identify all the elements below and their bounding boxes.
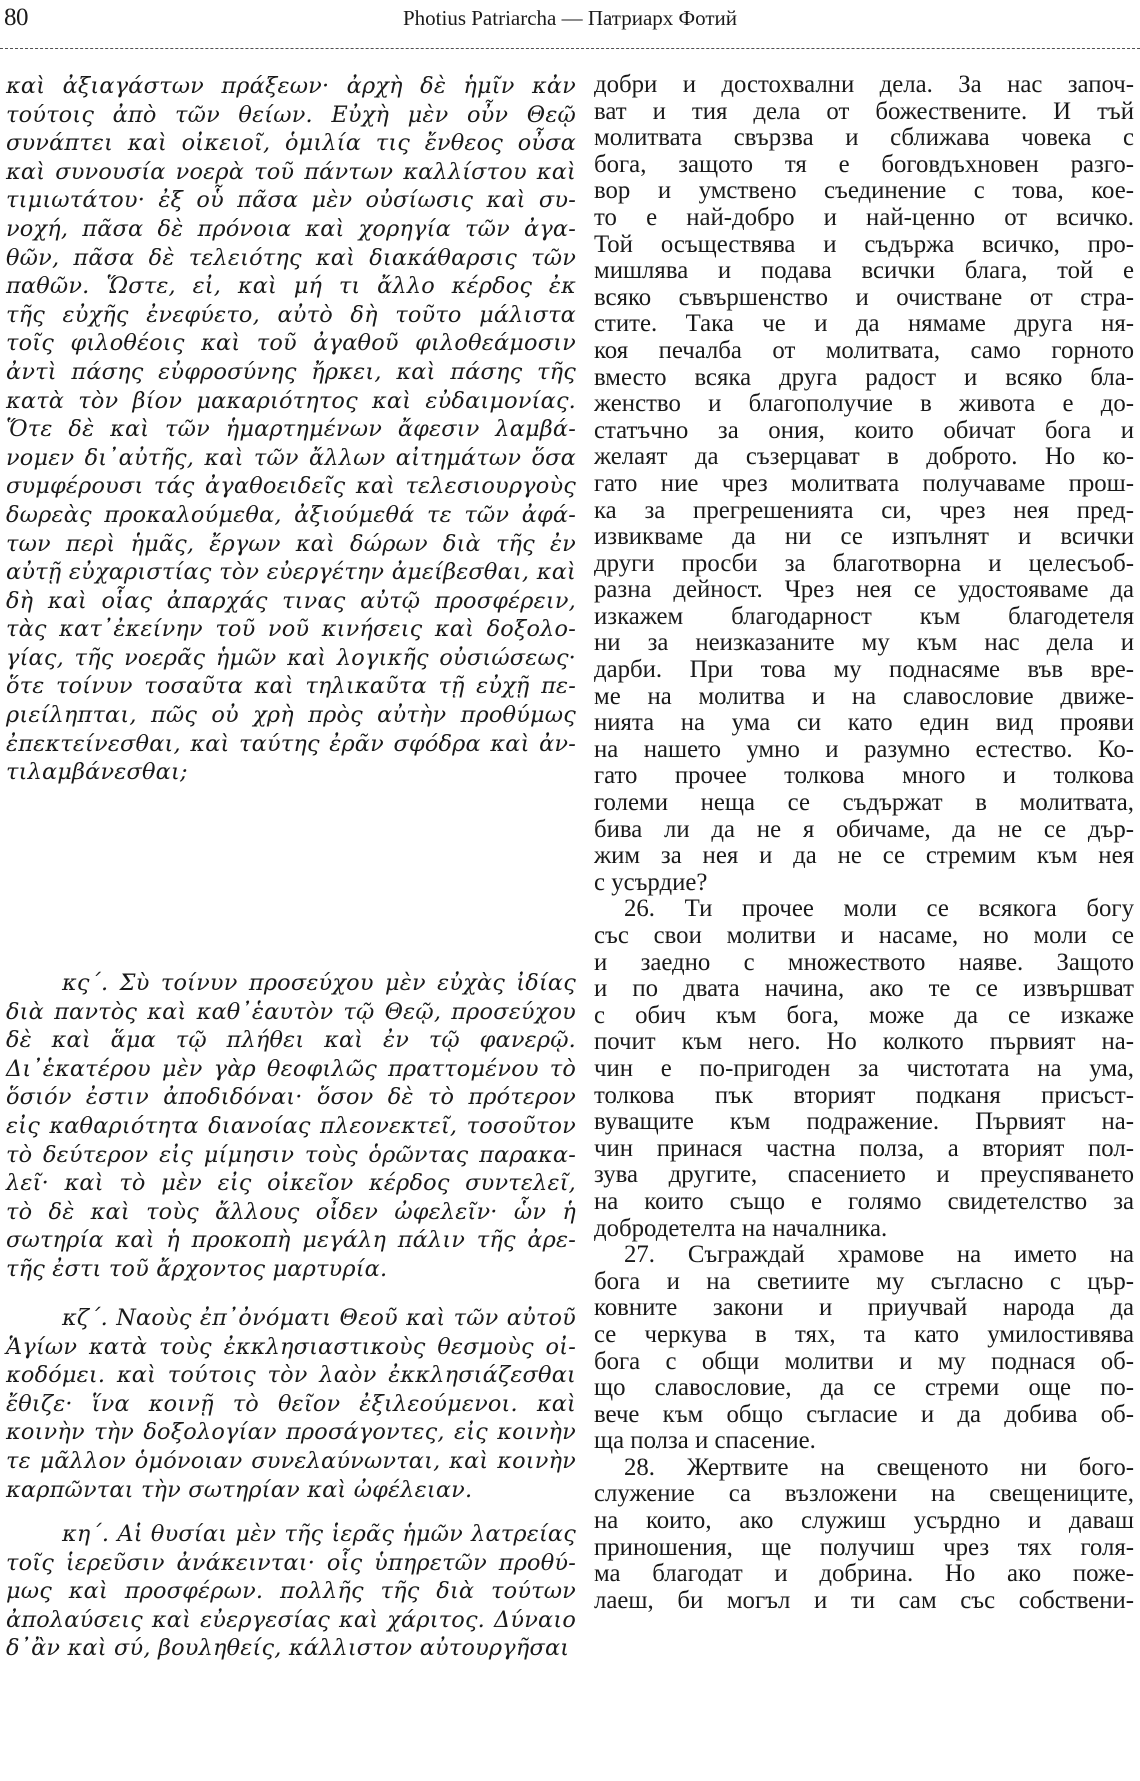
bulgarian-text-line: женство и благополучие в живота е до- <box>594 390 1134 418</box>
bulgarian-text-line: с усърдие? <box>594 868 708 896</box>
greek-text-line: καὶ συνουσία νοερὰ τοῦ πάντων καλλίστου καὶ <box>6 158 576 185</box>
greek-text-line: τιμιωτάτου· ἐξ οὗ πᾶσα μὲν οὐσίωσις καὶ συ- <box>6 187 576 214</box>
bulgarian-text-line: ма благодат и добрина. Но ако поже- <box>594 1560 1134 1588</box>
greek-text-line: ἀπολαύσεις καὶ εὐεργεσίας καὶ χάριτος. Δύναιο <box>6 1606 576 1633</box>
bulgarian-text-line: чин е по-пригоден за чистотата на ума, <box>594 1054 1134 1082</box>
bulgarian-text-line: мишлява и подава всички блага, той е <box>594 257 1134 285</box>
greek-text-line: των περὶ ἡμᾶς, ἔργων καὶ δώρων διὰ τῆς ἐν <box>6 530 576 557</box>
bulgarian-text-line: толкова пък вторият подканя присъст- <box>594 1081 1134 1109</box>
bulgarian-text-line: лаеш, би могъл и ти сам със собствени- <box>594 1586 1134 1614</box>
bulgarian-text-line: стите. Така че и да нямаме друга ня- <box>594 310 1134 338</box>
bulgarian-text-line: разна дейност. Чрез нея се удостояваме да <box>594 576 1134 604</box>
bulgarian-text-line: бога и на светиите му съгласно с цър- <box>594 1267 1134 1295</box>
greek-text-line: ὅτε τοίνυν τοσαῦτα καὶ τηλικαῦτα τῇ εὐχῇ πε- <box>6 673 576 700</box>
bulgarian-text-line: жим за нея и да не се стремим към нея <box>594 842 1134 870</box>
greek-text-line: καρπῶνται τὴν σωτηρίαν καὶ ὠφέλειαν. <box>6 1476 473 1503</box>
greek-text-line: κοδόμει. καὶ τούτοις τὸν λαὸν ἐκκλησιάζεσθαι <box>6 1362 576 1389</box>
greek-text-line: σωτηρία καὶ ἡ προκοπὴ μεγάλη πάλιν τῆς ἀρε- <box>6 1227 576 1254</box>
greek-text-line: Ἁγίων κατὰ τοὺς ἐκκλησιαστικοὺς θεσμοὺς οἰ- <box>6 1333 576 1360</box>
greek-text-line: κς΄. Σὺ τοίνυν προσεύχου μὲν εὐχὰς ἰδίας <box>62 970 576 996</box>
greek-text-line: συμφέρουσι τάς ἀγαθοειδεῖς καὶ τελεσιουργοὺς <box>6 473 576 500</box>
greek-text-line: τὸ δεύτερον εἰς μίμησιν τοὺς ὁρῶντας παρακα- <box>6 1141 576 1168</box>
bulgarian-text-line: то е най-добро и най-ценно от всичко. <box>594 203 1134 231</box>
bulgarian-text-line: и по двата начина, ако те се извършват <box>594 975 1134 1003</box>
bulgarian-text-line: ковните закони и приучвай народа да <box>594 1294 1134 1322</box>
greek-text-line: εἰς καθαριότητα διανοίας πλεονεκτεῖ, τοσοῦτον <box>6 1112 576 1139</box>
bulgarian-text-line: 28. Жертвите на свещеното ни бого- <box>624 1453 1134 1481</box>
bulgarian-text-line: почит към него. Но колкото първият на- <box>594 1028 1134 1056</box>
bulgarian-text-line: на които, ако служиш усърдно и даваш <box>594 1507 1134 1535</box>
bulgarian-text-line: нията на ума си като един вид прояви <box>594 709 1134 737</box>
bulgarian-text-line: всяко съвършенство и очистване от стра- <box>594 283 1134 311</box>
greek-paragraph-24-end <box>6 72 576 787</box>
greek-text-line: νομεν δι᾿αὐτῆς, καὶ τῶν ἄλλων αἰτημάτων ὅσα <box>6 444 576 471</box>
greek-text-line: τῆς εὐχῆς ἐνεφύετο, αὐτὸ δὴ τοῦτο μάλιστα <box>6 301 576 328</box>
greek-paragraph-26 <box>6 969 576 1284</box>
bulgarian-text-line: статъчно за ония, които обичат бога и <box>594 416 1134 444</box>
greek-text-line: τούτοις ἀπὸ τῶν θείων. Εὐχὴ μὲν οὖν Θεῷ <box>6 101 576 128</box>
greek-text-line: αὐτῇ εὐχαριστίας τὸν εὐεργέτην ἀμείβεσθαι, καὶ <box>6 559 576 586</box>
page-number: 80 <box>4 4 28 31</box>
greek-text-line: Δι᾿ἑκατέρου μὲν γὰρ θεοφιλῶς πραττομένου τὸ <box>6 1055 576 1082</box>
header-rule <box>0 48 1140 49</box>
bulgarian-text-line: коя печалба от молитвата, само горното <box>594 336 1134 364</box>
greek-text-line: δ᾿ἂν καὶ σύ, βουληθείς, κάλλιστον αὐτουργῆσαι <box>6 1635 570 1662</box>
bulgarian-text-line: със свои молитви и насаме, но моли се <box>594 922 1134 949</box>
greek-text-line: τοῖς φιλοθέοις καὶ τοῦ ἀγαθοῦ φιλοθεάμοσιν <box>6 330 576 357</box>
bulgarian-text-line: големи неща се съдържат в молитвата, <box>594 789 1134 817</box>
bulgarian-text-line: дарби. При това му поднасяме във вре- <box>594 656 1134 684</box>
greek-paragraph-27 <box>6 1304 576 1504</box>
bulgarian-text-line: на които също е голямо свидетелство за <box>594 1187 1134 1215</box>
bulgarian-text-line: се черкува в тях, та като умилостивява <box>594 1320 1134 1348</box>
bulgarian-text-line: ни за неизказаните му към нас дела и <box>594 629 1134 657</box>
greek-text-line: τοῖς ἱερεῦσιν ἀνάκεινται· οἷς ὑπηρετῶν προθύ- <box>6 1549 576 1576</box>
bulgarian-text-line: желаят да съзерцават в доброто. Но ко- <box>594 443 1134 471</box>
bulgarian-text-line: вместо всяка друга радост и всяко бла- <box>594 363 1134 391</box>
greek-text-line: διὰ παντὸς καὶ καθ᾿ἑαυτὸν τῷ Θεῷ, προσεύχου <box>6 998 576 1025</box>
bulgarian-text-line: зува другите, спасението и преуспяването <box>594 1161 1134 1189</box>
greek-text-line: θῶν, πᾶσα δὲ τελειότης καὶ διακάθαρσις τῶν <box>6 244 576 271</box>
greek-text-line: καὶ ἀξιαγάστων πράξεων· ἀρχὴ δὲ ἡμῖν κἀν <box>6 73 576 99</box>
bulgarian-text-line: Той осъществява и съдържа всичко, про- <box>594 230 1134 258</box>
greek-text-line: τὰς κατ᾿ἐκείνην τοῦ νοῦ κινήσεις καὶ δοξολο- <box>6 616 576 643</box>
bulgarian-text-line: молитвата свързва и сближава човека с <box>594 124 1134 152</box>
greek-paragraph-28 <box>6 1520 576 1663</box>
greek-text-line: γίας, τῆς νοερᾶς ἡμῶν καὶ λογικῆς οὐσιώσεως· <box>6 644 576 671</box>
bulgarian-text-line: гато ние чрез молитвата получаваме прош- <box>594 469 1134 497</box>
bulgarian-column <box>594 72 1134 1614</box>
bulgarian-text-line: с обич към бога, може да се изкаже <box>594 1001 1134 1029</box>
bulgarian-text-line: на нашето умно и разумно естество. Ко- <box>594 735 1134 763</box>
greek-text-line: τῆς ἐστι τοῦ ἄρχοντος μαρτυρία. <box>6 1255 388 1282</box>
greek-text-line: κζ΄. Ναοὺς ἐπ᾿ὀνόματι Θεοῦ καὶ τῶν αὐτοῦ <box>62 1305 576 1331</box>
greek-text-line: δὲ καὶ ἅμα τῷ πλήθει καὶ ἐν τῷ φανερῷ. <box>6 1027 576 1054</box>
running-title: Photius Patriarcha — Патриарх Фотий <box>402 6 738 30</box>
bulgarian-text-line: 27. Съграждай храмове на името на <box>624 1241 1134 1269</box>
greek-text-line: ἀντὶ πάσης εὐφροσύνης ἤρκει, καὶ πάσης τῆς <box>6 358 576 385</box>
greek-text-line: λεῖ· καὶ τὸ μὲν εἰς οἰκεῖον κέρδος συντελεῖ, <box>6 1170 576 1197</box>
bulgarian-text-line: що славословие, да се стреми още по- <box>594 1374 1134 1402</box>
bulgarian-text-line: ща полза и спасение. <box>594 1427 816 1455</box>
greek-text-line: ἐπεκτείνεσθαι, καὶ ταύτης ἐρᾶν σφόδρα καὶ ἀν- <box>6 730 576 757</box>
bulgarian-text-line: вече към общо съгласие и да добива об- <box>594 1400 1134 1428</box>
greek-text-line: μως καὶ προσφέρων. πολλῆς τῆς διὰ τούτων <box>6 1578 576 1605</box>
greek-text-line: τιλαμβάνεσθαι; <box>6 759 188 786</box>
bulgarian-text-line: добри и достохвални дела. За нас започ- <box>594 71 1134 98</box>
greek-text-line: δὴ καὶ οἷας ἀπαρχάς τινας αὐτῷ προσφέρειν, <box>6 587 576 614</box>
greek-text-line: τὸ δὲ καὶ τοὺς ἄλλους οἶδεν ὠφελεῖν· ὧν ἡ <box>6 1198 576 1225</box>
greek-text-line: Ὅτε δὲ καὶ τῶν ἡμαρτημένων ἄφεσιν λαμβά- <box>6 416 576 443</box>
greek-text-line: συνάπτει καὶ οἰκειοῖ, ὁμιλία τις ἔνθεος οὖσα <box>6 130 576 157</box>
bulgarian-text-line: вуващите към подражение. Първият на- <box>594 1108 1134 1136</box>
bulgarian-text-line: служение са възложени на свещениците, <box>594 1480 1134 1508</box>
greek-text-line: κοινὴν τὴν δοξολογίαν προσάγοντες, εἰς κοινὴν <box>6 1419 576 1446</box>
bulgarian-text-line: ват и тия дела от божествените. И тъй <box>594 97 1134 125</box>
greek-text-line: παθῶν. Ὥστε, εἰ, καὶ μή τι ἄλλο κέρδος ἐκ <box>6 273 576 300</box>
bulgarian-text-line: извикваме да ни се изпълнят и всички <box>594 523 1134 551</box>
greek-text-line: τε μᾶλλον ὁμόνοιαν συνελαύνωνται, καὶ κοινὴν <box>6 1447 576 1474</box>
greek-text-line: κη΄. Αἱ θυσίαι μὲν τῆς ἱερᾶς ἡμῶν λατρείας <box>62 1521 576 1547</box>
page-header <box>0 0 1140 56</box>
greek-text-line: ὅσιόν ἐστιν ἀποδιδόναι· ὅσον δὲ τὸ πρότερον <box>6 1084 576 1111</box>
bulgarian-text-line: и заедно с множеството наяве. Защото <box>594 948 1134 976</box>
bulgarian-text-line: бога, защото тя е боговдъхновен разго- <box>594 150 1134 178</box>
greek-text-line: ἔθιζε· ἵνα κοινῇ τὸ θεῖον ἐξιλεούμενοι. καὶ <box>6 1390 576 1417</box>
bulgarian-text-line: изкажем благодарност към благодетеля <box>594 602 1134 630</box>
bulgarian-text-line: приношения, ще получиш чрез тях голя- <box>594 1533 1134 1561</box>
bulgarian-text-line: бива ли да не я обичаме, да не се дър- <box>594 815 1134 843</box>
greek-text-line: κατὰ τὸν βίον μακαριότητος καὶ εὐδαιμονίας. <box>6 387 576 414</box>
greek-text-line: ριείληπται, πῶς οὐ χρὴ πρὸς αὐτὴν προθύμως <box>6 702 576 729</box>
greek-text-line: νοχή, πᾶσα δὲ πρόνοια καὶ χορηγία τῶν ἀγα- <box>6 215 576 242</box>
bulgarian-text-line: ме на молитва и на славословие движе- <box>594 682 1134 710</box>
bulgarian-text-line: други просби за благотворна и целесъоб- <box>594 549 1134 577</box>
bulgarian-text-line: бога с общи молитви и му поднася об- <box>594 1347 1134 1375</box>
bulgarian-text-line: вор и умствено съединение с това, кое- <box>594 177 1134 205</box>
bulgarian-text-line: добродетелта на началника. <box>594 1214 888 1242</box>
greek-text-line: δωρεὰς προκαλούμεθα, ἀξιούμεθά τε τῶν ἀφά- <box>6 501 576 528</box>
bulgarian-text-line: гато прочее толкова много и толкова <box>594 762 1134 790</box>
bulgarian-text-line: 26. Ти прочее моли се всякога богу <box>624 895 1134 923</box>
bulgarian-text-line: ка за прегрешенията си, чрез нея пред- <box>594 496 1134 524</box>
bulgarian-text-line: чин принася частна полза, а вторият пол- <box>594 1134 1134 1162</box>
